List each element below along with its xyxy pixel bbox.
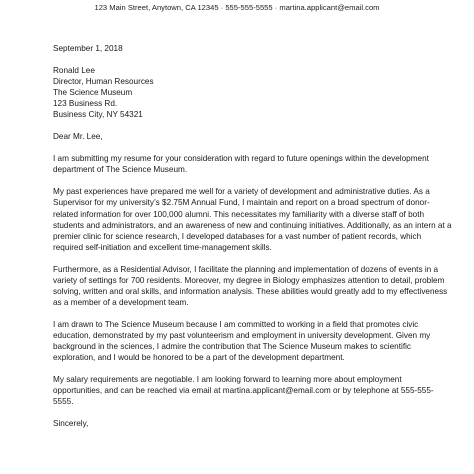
recipient-organization: The Science Museum (53, 88, 133, 98)
letter-body (53, 43, 453, 429)
letter-date: September 1, 2018 (53, 44, 123, 53)
recipient-title: Director, Human Resources (53, 77, 154, 87)
recipient-city: Business City, NY 54321 (53, 110, 143, 120)
paragraph-motivation: I am drawn to The Science Museum because I am committed to working in a field that promotes civic education, demonstrated by my past volunteerism and employment in university development. Given my background in the sciences, I admire the contribution that The Science Museum makes to scientific exploration, and I would be honored to be a part of the development department. (53, 319, 431, 363)
paragraph-contact: My salary requirements are negotiable. I am looking forward to learning more about employment opportunities, and can be reached via email at martina.applicant@email.com or by telephone at 555-555-5555. (53, 375, 434, 407)
paragraph-experience: My past experiences have prepared me well for a variety of development and administrative duties. As a Supervisor for my university’s $2.75M Annual Fund, I maintain and report on a broad spectrum of donor-related information for over 100,000 alumni. This necessitates my familiarity with a diverse staff of both students and administrators, and an awareness of new and continuing initiatives. Additionally, as an intern at a premier clinic for science research, I developed databases for a vast number of patient records, which required self-initiation and excellent time-management skills. (53, 187, 452, 252)
recipient-address (53, 65, 453, 120)
recipient-street: 123 Business Rd. (53, 99, 118, 109)
recipient-name: Ronald Lee (53, 66, 95, 76)
paragraph-intro: I am submitting my resume for your consideration with regard to future openings within the development department of The Science Museum. (53, 154, 429, 175)
salutation: Dear Mr. Lee, (53, 132, 103, 142)
paragraph-skills: Furthermore, as a Residential Advisor, I facilitate the planning and implementation of dozens of events in a variety of settings for 700 residents. Moreover, my degree in Biology emphasizes attention to detail, problem solving, written and oral skills, and information analysis. These abilities would greatly add to my effectiveness as a member of a development team. (53, 264, 448, 307)
contact-line: 123 Main Street, Anytown, CA 12345 · 555-555-5555 · martina.applicant@email.com (94, 3, 380, 12)
closing: Sincerely, (53, 419, 89, 429)
